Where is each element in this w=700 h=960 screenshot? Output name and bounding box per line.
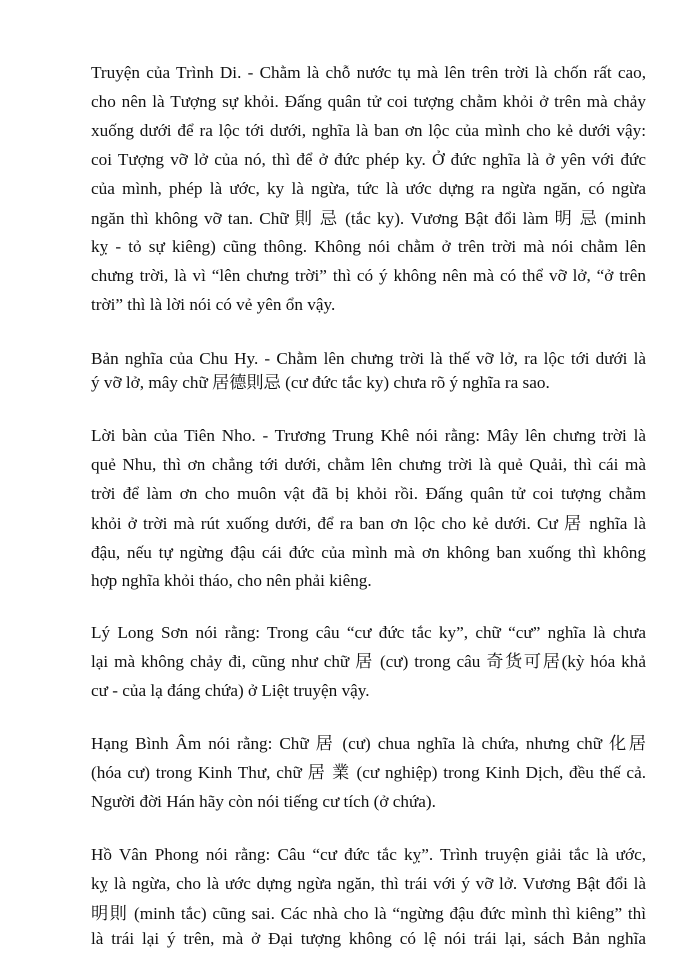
text-line: hợp nghĩa khỏi tháo, cho nên phải kiêng. [91,571,372,590]
text-line: 明則 (minh tắc) cũng sai. Các nhà cho là “ngừng đậu đức mình thì kiêng” thì [91,904,646,923]
text-line: trời để làm ơn cho muôn vật đã bị khỏi rồi. Đấng quân tử coi tượng chằm [91,484,646,503]
text-line: (hóa cư) trong Kinh Thư, chữ 居 業 (cư nghiệp) trong Kinh Dịch, đều thế cả. [91,763,646,782]
text-line: kỵ là ngừa, cho là ước dựng ngừa ngăn, thì trái với ý vỡ lở. Vương Bật đổi là [91,874,646,893]
text-line: ngăn thì không vỡ tan. Chữ 則 忌 (tắc ky). Vương Bật đổi làm 明 忌 (minh [91,209,646,228]
text-line: chưng trời, là vì “lên chưng trời” thì có ý không nên mà có thể vỡ lở, “ở trên [91,266,646,285]
text-line: cho nên là Tượng sự khỏi. Đấng quân tử coi tượng chằm khỏi ở trên mà chảy [91,92,646,111]
text-line: khỏi ở trời mà rút xuống dưới, để ra ban ơn lộc cho kẻ dưới. Cư 居 nghĩa là [91,514,646,533]
text-line: là trái lại ý trên, mà ở Đại tượng không có lệ nói trái lại, sách Bản nghĩa [91,929,646,948]
text-line: trời” thì là lời nói có vẻ yên ổn vậy. [91,295,336,314]
text-line: Bản nghĩa của Chu Hy. - Chằm lên chưng trời là thế vỡ lở, ra lộc tới dưới là [91,349,646,368]
text-line: ý vỡ lở, mây chữ 居德則忌 (cư đức tắc ky) chưa rõ ý nghĩa ra sao. [91,373,550,392]
text-line: Người đời Hán hãy còn nói tiếng cư tích (ở chứa). [91,792,436,811]
text-line: kỵ - tỏ sự kiêng) cũng thông. Không nói chằm ở trên trời mà nói chằm lên [91,237,646,256]
text-line: Lý Long Sơn nói rằng: Trong câu “cư đức tắc ky”, chữ “cư” nghĩa là chưa [91,623,646,642]
text-line: xuống dưới để ra lộc tới dưới, nghĩa là ban ơn lộc của mình cho kẻ dưới vậy: [91,121,646,140]
text-line: Lời bàn của Tiên Nho. - Trương Trung Khê nói rằng: Mây lên chưng trời là [91,426,646,445]
text-line: coi Tượng vỡ lở của nó, thì để ở đức phép ky. Ở đức nghĩa là ở yên với đức [91,150,646,169]
text-line: cư - của lạ đáng chứa) ở Liệt truyện vậy. [91,681,370,700]
text-line: Truyện của Trình Di. - Chằm là chỗ nước tụ mà lên trên trời là chốn rất cao, [91,63,646,82]
text-line: lại mà không chảy đi, cũng như chữ 居 (cư) trong câu 奇货可居(kỳ hóa khả [91,652,646,671]
text-line: Hạng Bình Âm nói rằng: Chữ 居 (cư) chua nghĩa là chứa, nhưng chữ 化居 [91,734,646,753]
text-line: Hồ Vân Phong nói rằng: Câu “cư đức tắc kỵ”. Trình truyện giải tắc là ước, [91,845,646,864]
text-line: quẻ Nhu, thì ơn chẳng tới dưới, chằm lên chưng trời là quẻ Quải, thì cái mà [91,455,646,474]
text-line: đậu, nếu tự ngừng đậu cái đức của mình mà ơn không ban xuống thì không [91,543,646,562]
text-line: của mình, phép là ước, ky là ngừa, tức là ước dựng ra ngừa ngăn, có ngừa [91,179,646,198]
